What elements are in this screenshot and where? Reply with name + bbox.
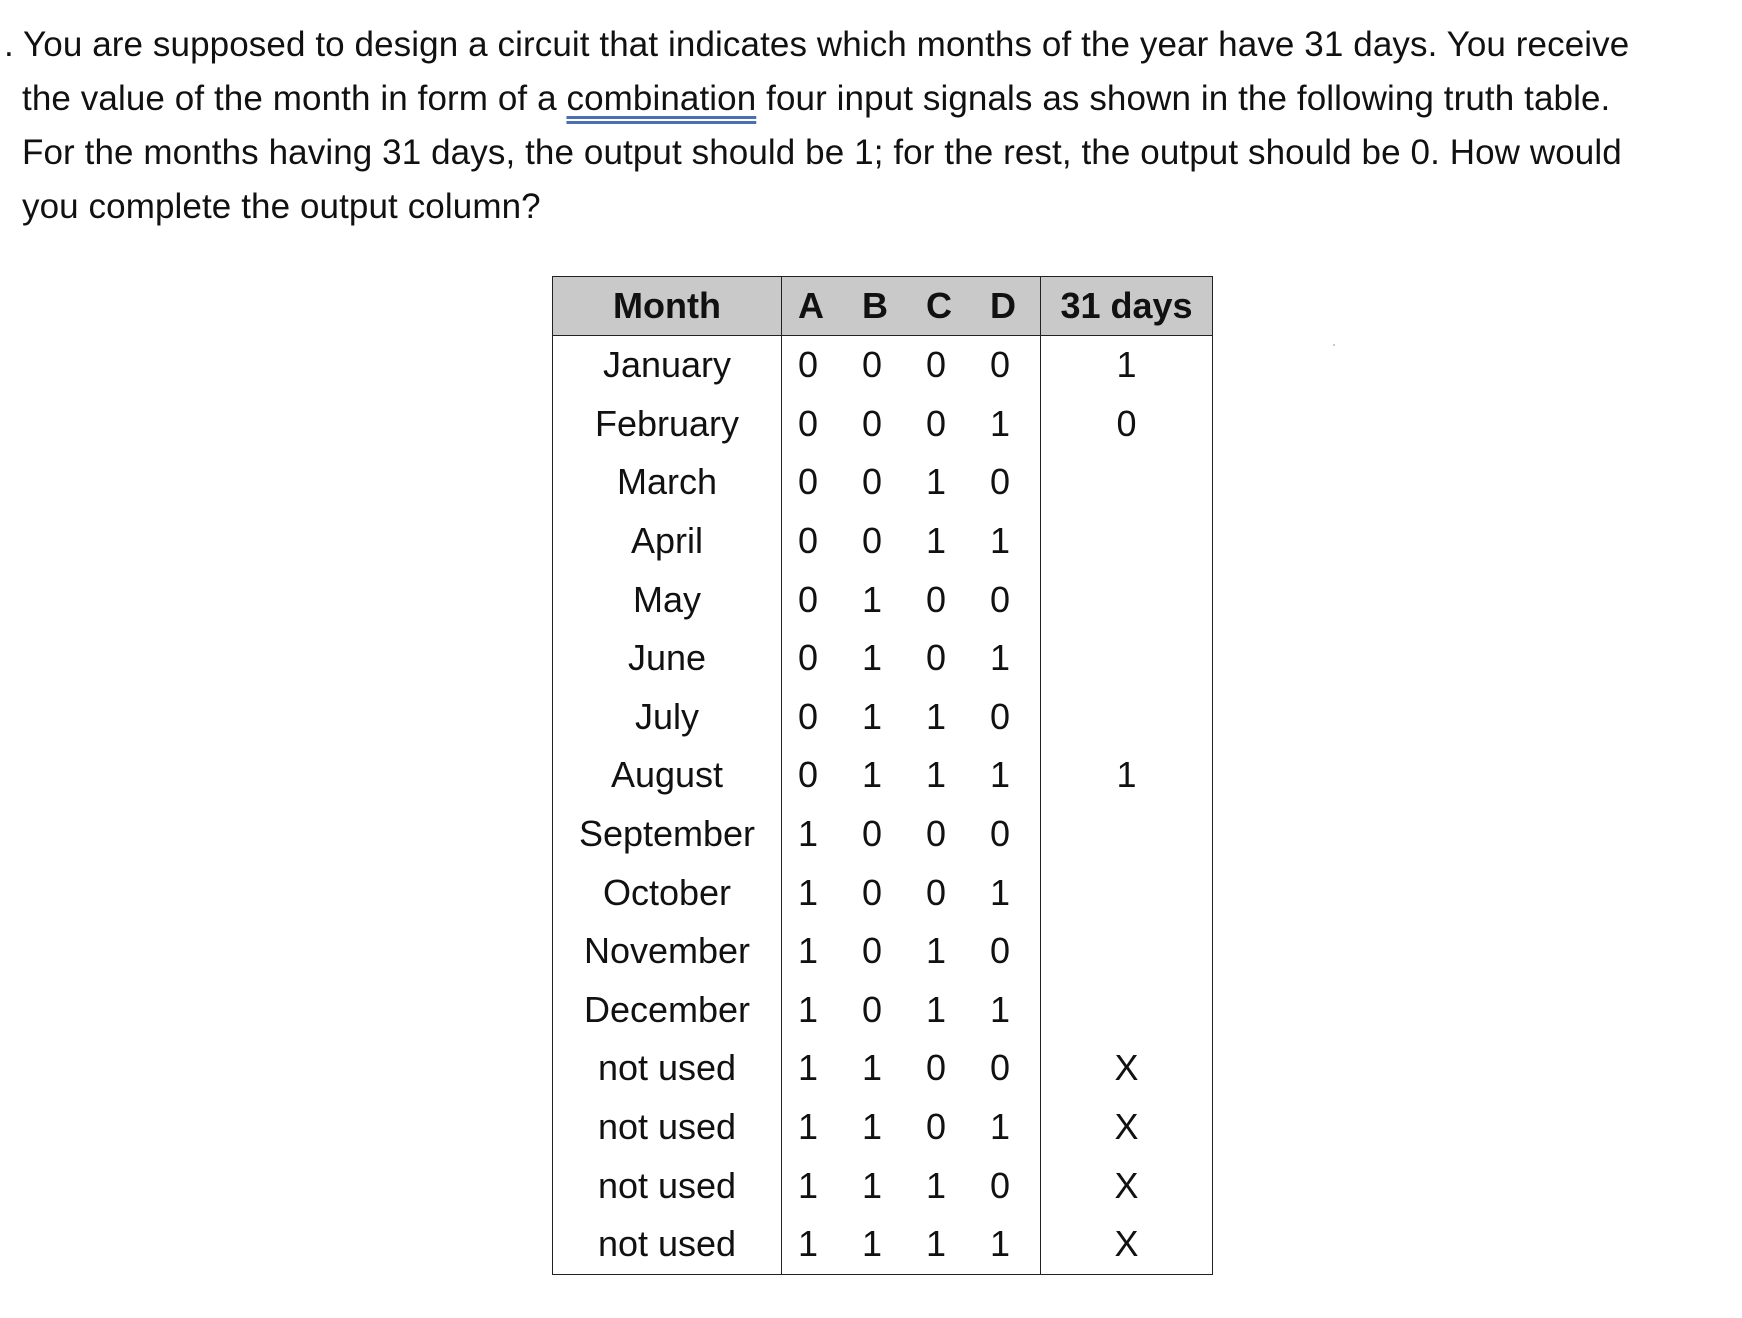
header-b: B (862, 285, 888, 326)
cell-input-d: 1 (990, 871, 1011, 913)
cell-input-b: 1 (862, 1164, 883, 1206)
cell-input-b: 0 (862, 520, 883, 562)
cell-input-c: 1 (926, 930, 947, 972)
cell-output (1041, 688, 1213, 747)
cell-inputs (782, 1098, 1041, 1157)
cell-output (1041, 629, 1213, 688)
header-month: Month (553, 277, 782, 336)
cell-input-c: 1 (926, 754, 947, 796)
cell-output: X (1041, 1156, 1213, 1215)
cell-month: March (553, 453, 782, 512)
cell-input-c: 1 (926, 1164, 947, 1206)
cell-input-c: 0 (926, 1047, 947, 1089)
cell-input-d: 0 (990, 813, 1011, 855)
cell-output (1041, 570, 1213, 629)
cell-inputs (782, 922, 1041, 981)
cell-inputs (782, 512, 1041, 571)
cell-input-a: 1 (798, 1223, 819, 1265)
table-row (553, 453, 1213, 512)
table-row (553, 629, 1213, 688)
cell-input-c: 1 (926, 461, 947, 503)
table-row (553, 1215, 1213, 1274)
cell-input-a: 1 (798, 871, 819, 913)
cell-input-a: 1 (798, 988, 819, 1030)
table-row (553, 512, 1213, 571)
cell-month: August (553, 746, 782, 805)
cell-input-d: 0 (990, 1047, 1011, 1089)
cell-input-c: 1 (926, 988, 947, 1030)
cell-inputs (782, 570, 1041, 629)
question-line-2-start: the value of the month in form of a (22, 79, 567, 118)
cell-input-d: 0 (990, 930, 1011, 972)
cell-input-d: 0 (990, 1164, 1011, 1206)
cell-input-a: 1 (798, 1106, 819, 1148)
cell-input-c: 0 (926, 1106, 947, 1148)
cell-month: February (553, 395, 782, 454)
cell-month: not used (553, 1039, 782, 1098)
truth-table (552, 276, 1213, 1275)
cell-month: December (553, 981, 782, 1040)
header-c: C (926, 285, 952, 326)
header-output: 31 days (1041, 277, 1213, 336)
cell-input-a: 0 (798, 695, 819, 737)
cell-inputs (782, 1215, 1041, 1274)
table-body (553, 336, 1213, 1275)
cell-output: X (1041, 1039, 1213, 1098)
cell-input-b: 0 (862, 344, 883, 386)
table-row (553, 1039, 1213, 1098)
cell-input-a: 1 (798, 813, 819, 855)
cell-output: X (1041, 1215, 1213, 1274)
cell-input-c: 1 (926, 520, 947, 562)
cell-input-a: 0 (798, 520, 819, 562)
table-row (553, 922, 1213, 981)
table-row (553, 981, 1213, 1040)
cell-inputs (782, 629, 1041, 688)
question-line-4: you complete the output column? (22, 187, 541, 226)
cell-output (1041, 453, 1213, 512)
cell-input-a: 0 (798, 461, 819, 503)
header-a: A (798, 285, 824, 326)
cell-input-a: 1 (798, 1164, 819, 1206)
cell-input-b: 1 (862, 1223, 883, 1265)
header-d: D (990, 285, 1016, 326)
table-row (553, 863, 1213, 922)
cell-input-b: 0 (862, 461, 883, 503)
cell-input-a: 1 (798, 1047, 819, 1089)
cell-output: 1 (1041, 746, 1213, 805)
cell-input-b: 1 (862, 578, 883, 620)
table-row (553, 395, 1213, 454)
cell-month: April (553, 512, 782, 571)
cell-month: not used (553, 1098, 782, 1157)
cell-inputs (782, 1156, 1041, 1215)
cell-input-b: 0 (862, 871, 883, 913)
cell-input-d: 1 (990, 402, 1011, 444)
cell-input-d: 0 (990, 461, 1011, 503)
cell-output (1041, 981, 1213, 1040)
cell-input-a: 1 (798, 930, 819, 972)
cell-input-b: 0 (862, 813, 883, 855)
cell-input-c: 1 (926, 1223, 947, 1265)
cell-month: not used (553, 1156, 782, 1215)
table-row (553, 805, 1213, 864)
cell-output (1041, 922, 1213, 981)
cell-input-b: 1 (862, 695, 883, 737)
cell-inputs (782, 336, 1041, 395)
cell-input-c: 0 (926, 578, 947, 620)
cell-inputs (782, 1039, 1041, 1098)
cell-month: October (553, 863, 782, 922)
stray-dot-mark (1333, 344, 1335, 346)
table-header-row (553, 277, 1213, 336)
cell-input-b: 1 (862, 1047, 883, 1089)
cell-input-c: 0 (926, 344, 947, 386)
cell-month: September (553, 805, 782, 864)
question-line-2 (4, 72, 1704, 126)
cell-input-a: 0 (798, 344, 819, 386)
cell-inputs (782, 863, 1041, 922)
cell-month: not used (553, 1215, 782, 1274)
question-line-2-end: four input signals as shown in the following truth table. (756, 79, 1611, 118)
cell-input-d: 1 (990, 1106, 1011, 1148)
cell-input-c: 1 (926, 695, 947, 737)
cell-input-a: 0 (798, 578, 819, 620)
table-row (553, 688, 1213, 747)
cell-input-a: 0 (798, 402, 819, 444)
cell-input-a: 0 (798, 637, 819, 679)
cell-input-d: 1 (990, 1223, 1011, 1265)
cell-input-b: 1 (862, 754, 883, 796)
cell-output: X (1041, 1098, 1213, 1157)
cell-input-d: 0 (990, 695, 1011, 737)
cell-inputs (782, 746, 1041, 805)
spellcheck-underlined-word: combination (566, 79, 757, 118)
cell-input-d: 1 (990, 520, 1011, 562)
cell-input-d: 1 (990, 637, 1011, 679)
cell-month: May (553, 570, 782, 629)
cell-output (1041, 805, 1213, 864)
table-row (553, 1098, 1213, 1157)
cell-output: 1 (1041, 336, 1213, 395)
cell-inputs (782, 805, 1041, 864)
cell-input-c: 0 (926, 813, 947, 855)
cell-output (1041, 863, 1213, 922)
cell-output: 0 (1041, 395, 1213, 454)
cell-inputs (782, 688, 1041, 747)
question-text (4, 18, 1704, 234)
cell-input-b: 1 (862, 637, 883, 679)
cell-input-d: 1 (990, 988, 1011, 1030)
cell-input-c: 0 (926, 871, 947, 913)
cell-month: July (553, 688, 782, 747)
cell-month: June (553, 629, 782, 688)
table-row (553, 336, 1213, 395)
cell-input-b: 1 (862, 1106, 883, 1148)
cell-input-d: 0 (990, 344, 1011, 386)
cell-month: November (553, 922, 782, 981)
cell-inputs (782, 981, 1041, 1040)
cell-input-c: 0 (926, 402, 947, 444)
cell-inputs (782, 395, 1041, 454)
cell-input-d: 1 (990, 754, 1011, 796)
cell-month: January (553, 336, 782, 395)
table-row (553, 570, 1213, 629)
cell-inputs (782, 453, 1041, 512)
cell-input-b: 0 (862, 988, 883, 1030)
cell-input-c: 0 (926, 637, 947, 679)
cell-input-d: 0 (990, 578, 1011, 620)
header-inputs (782, 277, 1041, 336)
cell-input-b: 0 (862, 930, 883, 972)
question-line-1: . You are supposed to design a circuit that indicates which months of the year have 31 days. You receive (4, 25, 1630, 64)
cell-input-a: 0 (798, 754, 819, 796)
question-line-3: For the months having 31 days, the output should be 1; for the rest, the output should be 0. How would (22, 133, 1622, 172)
table-row (553, 1156, 1213, 1215)
cell-input-b: 0 (862, 402, 883, 444)
table-row (553, 746, 1213, 805)
cell-output (1041, 512, 1213, 571)
